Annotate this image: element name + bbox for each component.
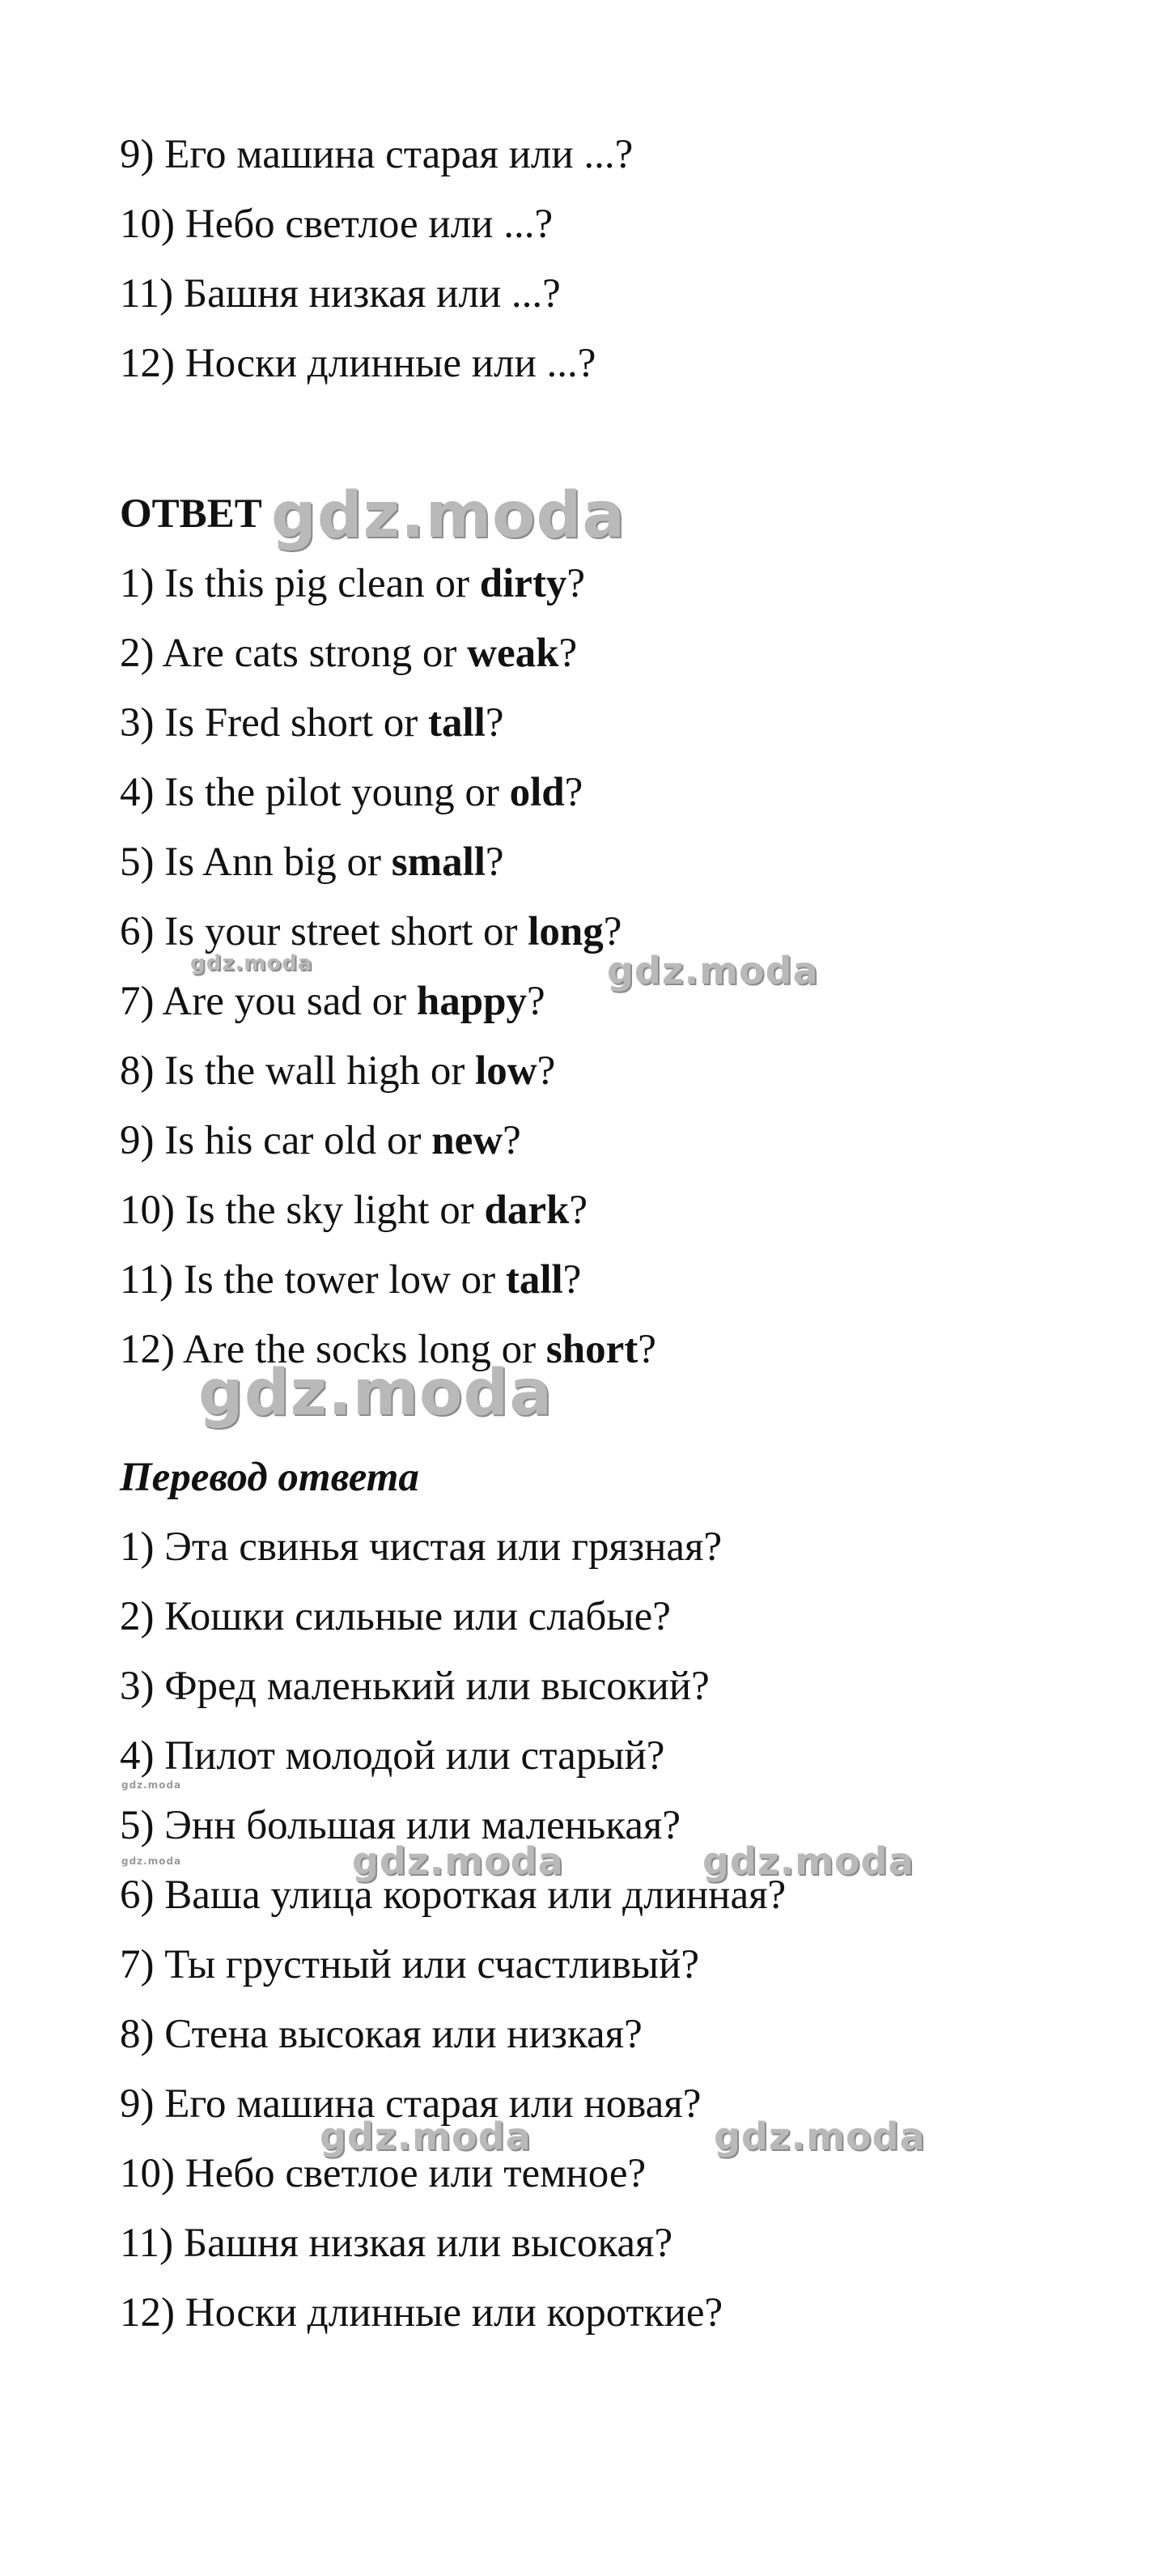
answer-line: 10) Is the sky light or dark?: [120, 1188, 588, 1233]
answer-word: old: [509, 770, 565, 815]
watermark: gdz.moda: [352, 1839, 564, 1883]
answer-line: 8) Is the wall high or low?: [120, 1048, 556, 1094]
answer-word: long: [528, 909, 604, 954]
translation-line: 9) Его машина старая или новая?: [120, 2081, 702, 2127]
watermark: gdz.moda: [607, 949, 819, 993]
translation-line: 12) Носки длинные или короткие?: [120, 2290, 723, 2336]
translation-line: 1) Эта свинья чистая или грязная?: [120, 1524, 723, 1570]
answer-word: dark: [484, 1188, 570, 1233]
answer-line: 5) Is Ann big or small?: [120, 840, 504, 885]
answer-heading: ОТВЕТ: [120, 491, 262, 537]
document-page: [120, 0, 1131, 2348]
translation-line: 7) Ты грустный или счастливый?: [120, 1942, 699, 1987]
answer-line: 6) Is your street short or long?: [120, 909, 622, 954]
questions-tail-list: [120, 0, 1131, 398]
answer-word: happy: [416, 979, 527, 1024]
translation-line: 4) Пилот молодой или старый?: [120, 1733, 665, 1779]
translation-line: 11) Башня низкая или высокая?: [120, 2221, 673, 2266]
question-line: 9) Его машина старая или ...?: [120, 132, 634, 177]
answer-line: 3) Is Fred short or tall?: [120, 700, 504, 746]
translation-line: 8) Стена высокая или низкая?: [120, 2012, 643, 2057]
answer-word: short: [545, 1327, 639, 1372]
answer-line: 11) Is the tower low or tall?: [120, 1257, 582, 1303]
answer-line: 7) Are you sad or happy?: [120, 979, 545, 1024]
answer-word: low: [475, 1048, 537, 1094]
answer-line: 1) Is this pig clean or dirty?: [120, 561, 586, 606]
watermark: gdz.moda: [271, 479, 626, 552]
watermark: gdz.moda: [190, 951, 313, 976]
watermark: gdz.moda: [198, 1357, 554, 1430]
translation-line: 2) Кошки сильные или слабые?: [120, 1594, 671, 1639]
watermark: gdz.moda: [121, 1779, 182, 1791]
translation-line: 3) Фред маленький или высокий?: [120, 1664, 710, 1709]
translation-line: 6) Ваша улица короткая или длинная?: [120, 1872, 787, 1918]
answer-word: small: [391, 840, 486, 885]
watermark: gdz.moda: [702, 1839, 914, 1883]
question-line: 12) Носки длинные или ...?: [120, 341, 596, 386]
translation-line: 5) Энн большая или маленькая?: [120, 1803, 681, 1848]
answer-word: tall: [505, 1257, 563, 1303]
watermark: gdz.moda: [320, 2115, 532, 2158]
answer-word: tall: [428, 700, 486, 746]
translations-list: [120, 1512, 1131, 2348]
answer-word: dirty: [479, 561, 567, 606]
answer-word: weak: [467, 631, 559, 676]
answer-line: 2) Are cats strong or weak?: [120, 631, 578, 676]
translation-line: 10) Небо светлое или темное?: [120, 2151, 647, 2196]
answer-line: 4) Is the pilot young or old?: [120, 770, 583, 815]
answer-line: 9) Is his car old or new?: [120, 1118, 521, 1163]
question-line: 11) Башня низкая или ...?: [120, 271, 561, 317]
translation-heading: Перевод ответа: [120, 1455, 419, 1500]
answer-line: 12) Are the socks long or short?: [120, 1327, 656, 1372]
watermark: gdz.moda: [121, 1855, 182, 1867]
answer-word: new: [431, 1118, 503, 1163]
watermark: gdz.moda: [714, 2115, 926, 2158]
question-line: 10) Небо светлое или ...?: [120, 202, 554, 247]
